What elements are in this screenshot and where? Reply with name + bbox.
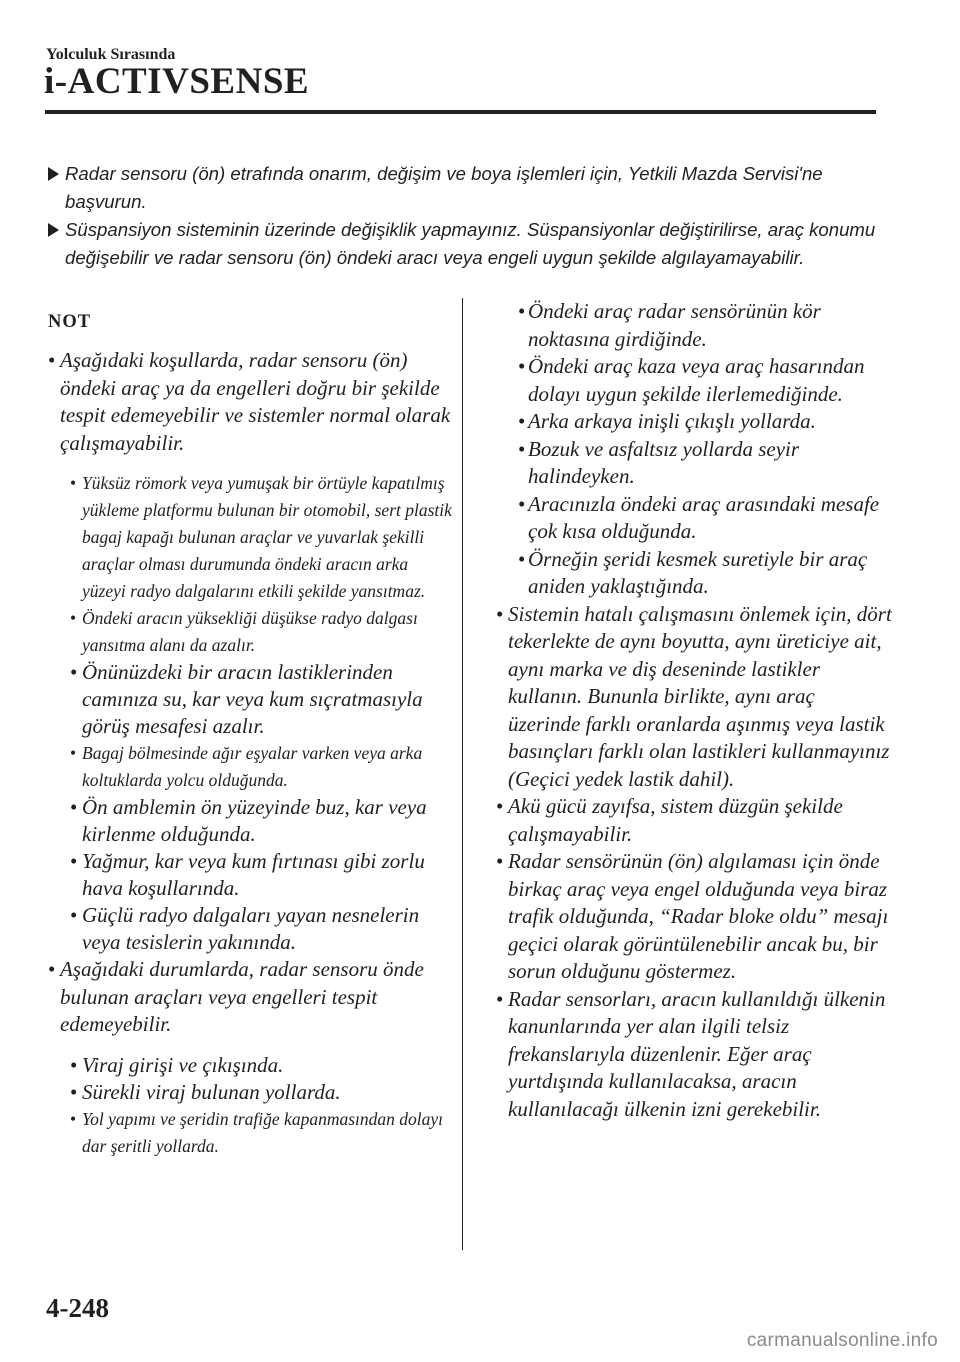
list-item [492, 848, 892, 986]
bullet-icon: • [70, 795, 78, 819]
list-item [492, 546, 892, 601]
list-item-text: Güçlü radyo dalgaları yayan nesnelerin veya tesislerin yakınında. [82, 903, 420, 954]
list-item [48, 659, 453, 740]
column-divider [462, 298, 463, 1250]
list-item [48, 1079, 453, 1106]
list-item [48, 956, 453, 1039]
caution-item [48, 160, 878, 216]
list-item-text: Sürekli viraj bulunan yollarda. [82, 1079, 341, 1104]
list-item [492, 986, 892, 1124]
list-item-text: Yağmur, kar veya kum fırtınası gibi zorlu hava koşullarında. [82, 849, 425, 900]
bullet-icon: • [70, 743, 77, 763]
note-title: NOT [48, 312, 92, 332]
caution-list [48, 160, 878, 272]
bullet-icon: • [70, 1079, 78, 1104]
bullet-icon: • [518, 354, 526, 378]
list-item-text: Öndeki araç radar sensörünün kör noktasına girdiğinde. [528, 299, 821, 351]
bullet-icon: • [70, 473, 77, 493]
bullet-icon: • [70, 1108, 77, 1129]
list-item-text: Viraj girişi ve çıkışında. [82, 1052, 284, 1077]
watermark: carmanualsonline.info [746, 1330, 938, 1351]
list-item-text: Öndeki aracın yüksekliği düşükse radyo dalgası yansıtma alanı da azalır. [82, 608, 418, 655]
list-item-text: Aşağıdaki koşullarda, radar sensoru (ön) öndeki araç ya da engelleri doğru bir şekilde tespit edemeyebilir ve sistemler normal olarak çalışmayabilir. [60, 348, 451, 455]
list-item-text: Aşağıdaki durumlarda, radar sensoru önde bulunan araçları veya engelleri tespit edemeyebilir. [60, 957, 424, 1036]
list-item [48, 740, 453, 794]
list-item [492, 491, 892, 546]
list-item [48, 605, 453, 659]
bullet-icon: • [518, 299, 526, 323]
bullet-icon: • [48, 957, 56, 981]
list-item-text: Akü gücü zayıfsa, sistem düzgün şekilde çalışmayabilir. [508, 794, 843, 846]
list-item-text: Önünüzdeki bir aracın lastiklerinden camınıza su, kar veya kum sıçratmasıyla görüş mesafesi azalır. [82, 660, 423, 738]
list-item-text: Bozuk ve asfaltsız yollarda seyir halindeyken. [528, 436, 800, 488]
list-item-text: Öndeki araç kaza veya araç hasarından dolayı uygun şekilde ilerlemediğinde. [528, 354, 865, 406]
arrow-right-icon [48, 223, 59, 237]
list-item-text: Yol yapımı ve şeridin trafiğe kapanmasından dolayı dar şeritli yollarda. [82, 1108, 443, 1156]
caution-text: Süspansiyon sisteminin üzerinde değişiklik yapmayınız. Süspansiyonlar değiştirilirse, araç konumu değişebilir ve radar sensoru (ön) öndeki aracı veya engeli uygun şekilde algılayamayabilir. [65, 219, 876, 268]
note-left-column [48, 312, 453, 1160]
list-item [492, 353, 892, 408]
list-item [492, 408, 892, 436]
list-item [492, 601, 892, 794]
bullet-icon: • [70, 608, 77, 628]
list-item-text: Sistemin hatalı çalışmasını önlemek için, dört tekerlekte de aynı boyutta, aynı üreticiye ait, aynı marka ve diş deseninde lastikler kullanın. Bununla birlikte, aynı araç üzerinde farklı oranlarda aşınmış veya lastik basınçları farklı olan lastikleri kullanmayınız (Geçici yedek lastik dahil). [508, 601, 892, 791]
list-item-text: Radar sensörünün (ön) algılaması için önde birkaç araç veya engel olduğunda veya biraz trafik olduğunda, “Radar bloke oldu” mesajı geçici olarak görüntülenebilir ancak bu, bir sorun olduğunu göstermez. [508, 849, 889, 983]
arrow-right-icon [48, 167, 59, 181]
list-item [492, 793, 892, 848]
bullet-icon: • [496, 849, 504, 873]
bullet-icon: • [70, 1052, 78, 1077]
caution-text: Radar sensoru (ön) etrafında onarım, değişim ve boya işlemleri için, Yetkili Mazda Servisi'ne başvurun. [65, 163, 823, 212]
list-item [48, 848, 453, 902]
list-item [48, 1106, 453, 1160]
list-item-text: Yüksüz römork veya yumuşak bir örtüyle kapatılmış yükleme platformu bulunan bir otomobil, sert plastik bagaj kapağı bulunan araçlar ve yuvarlak şekilli araçlar olması durumunda öndeki aracın arka yüzeyi radyo dalgalarını etkili şekilde yansıtmaz. [82, 473, 452, 601]
page-title: i-ACTIVSENSE [44, 61, 310, 102]
caution-item [48, 216, 878, 272]
bullet-icon: • [496, 601, 504, 626]
list-item [48, 794, 453, 848]
list-item-text: Arka arkaya inişli çıkışlı yollarda. [528, 409, 816, 433]
list-item [48, 902, 453, 956]
list-item [48, 347, 453, 457]
bullet-icon: • [496, 794, 504, 818]
list-item-text: Örneğin şeridi kesmek suretiyle bir araç aniden yaklaştığında. [528, 546, 868, 598]
header-divider [45, 110, 876, 114]
list-item [492, 436, 892, 491]
list-item-text: Ön amblemin ön yüzeyinde buz, kar veya kirlenme olduğunda. [82, 795, 427, 846]
bullet-icon: • [518, 546, 526, 571]
list-item [48, 1052, 453, 1079]
bullet-icon: • [70, 903, 78, 927]
bullet-icon: • [518, 409, 526, 433]
page-number: 4-248 [46, 1293, 109, 1323]
bullet-icon: • [518, 436, 526, 461]
bullet-icon: • [48, 348, 56, 372]
list-item [492, 298, 892, 353]
list-item-text: Aracınızla öndeki araç arasındaki mesafe çok kısa olduğunda. [528, 491, 880, 543]
list-item-text: Bagaj bölmesinde ağır eşyalar varken veya arka koltuklarda yolcu olduğunda. [82, 743, 423, 790]
bullet-icon: • [496, 986, 504, 1011]
section-heading: Yolculuk Sırasında [46, 46, 176, 63]
bullet-icon: • [70, 660, 78, 684]
note-right-column [492, 298, 892, 1123]
bullet-icon: • [70, 849, 78, 873]
list-item-text: Radar sensorları, aracın kullanıldığı ülkenin kanunlarında yer alan ilgili telsiz frekanslarıyla düzenlenir. Eğer araç yurtdışında kullanılacaksa, aracın kullanılacağı ülkenin izni gerekebilir. [508, 986, 886, 1121]
list-item [48, 470, 453, 605]
bullet-icon: • [518, 491, 526, 516]
